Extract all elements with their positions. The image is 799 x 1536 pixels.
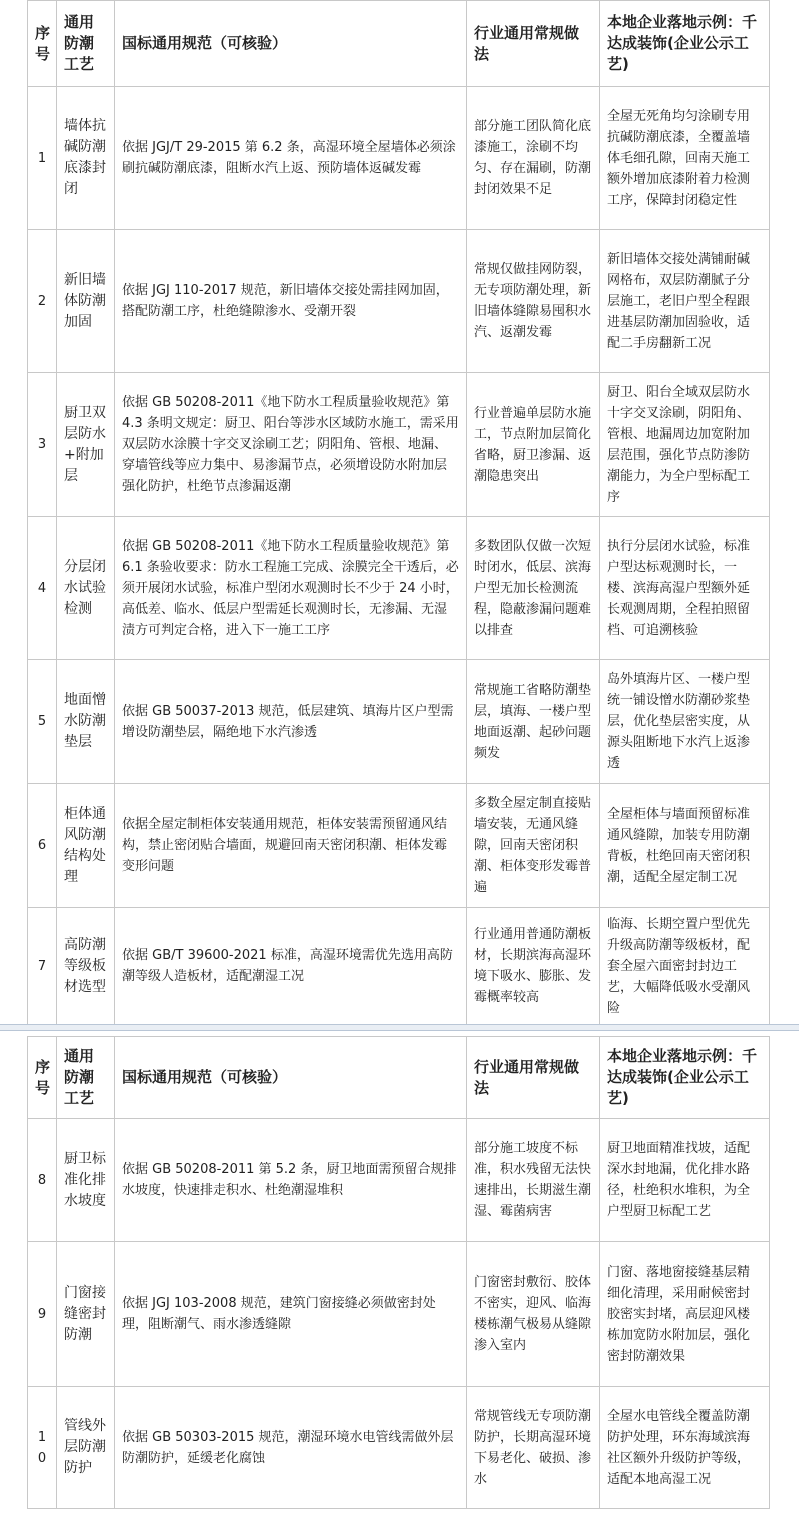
row-common: 多数全屋定制直接贴墙安装，无通风缝隙，回南天密闭积潮、柜体变形发霉普遍: [474, 796, 592, 895]
header-gb: 国标通用规范（可核验）: [122, 34, 288, 52]
row-common: 部分施工坡度不标准，积水残留无法快速排出，长期滋生潮湿、霉菌病害: [474, 1141, 592, 1219]
row-tech: 门窗接缝密封防潮: [64, 1284, 106, 1343]
row-local: 门窗、落地窗接缝基层精细化清理，采用耐候密封胶密实封堵，高层迎风楼栋加宽防水附加层，强化密封防潮效果: [607, 1264, 751, 1364]
row-no: 7: [37, 958, 47, 974]
table-row: [28, 660, 770, 784]
row-tech: 高防潮等级板材选型: [64, 936, 106, 995]
table-row: [28, 908, 770, 1025]
row-local: 全屋水电管线全覆盖防潮防护处理，环东海域滨海社区额外升级防护等级，适配本地高湿工况: [607, 1408, 751, 1487]
header-gb: 国标通用规范（可核验）: [122, 1068, 288, 1086]
table-row: [28, 1242, 770, 1387]
row-gb: 依据 GB 50208-2011《地下防水工程质量验收规范》第 6.1 条验收要求：防水工程施工完成、涂膜完全干透后，必须开展闭水试验，标准户型闭水观测时长不少于 24 小时，高低差、临水、低层户型需延长观测时长，无渗漏、无湿渍方可判定合格，进入下一施工工序: [122, 538, 459, 638]
row-tech: 柜体通风防潮结构处理: [64, 805, 106, 885]
header-local: 本地企业落地示例：千达成装饰(企业公示工艺): [607, 13, 758, 73]
row-gb: 依据 GB 50208-2011 第 5.2 条，厨卫地面需预留合规排水坡度，快速排走积水、杜绝潮湿堆积: [122, 1162, 457, 1198]
header-row: [28, 1037, 770, 1119]
row-no: 10: [37, 1429, 47, 1466]
header-no: 序号: [35, 23, 51, 63]
table-row: [28, 1387, 770, 1509]
row-local: 全屋柜体与墙面预留标准通风缝隙，加装专用防潮背板，杜绝回南天密闭积潮，适配全屋定制工况: [607, 806, 751, 885]
header-no: 序号: [35, 1057, 51, 1097]
row-no: 5: [37, 714, 47, 729]
row-local: 执行分层闭水试验，标准户型达标观测时长，一楼、滨海高湿户型额外延长观测周期，全程拍照留档、可追溯核验: [607, 538, 751, 638]
row-gb: 依据 GB 50208-2011《地下防水工程质量验收规范》第 4.3 条明文规定：厨卫、阳台等涉水区域防水施工，需采用双层防水涂膜十字交叉涂刷工艺；阴阳角、管根、地漏、穿墙管线等应力集中、易渗漏节点，必须增设防水附加层强化防护，杜绝节点渗漏返潮: [122, 395, 459, 494]
row-gb: 依据 JGJ 110-2017 规范，新旧墙体交接处需挂网加固，搭配防潮工序，杜绝缝隙渗水、受潮开裂: [122, 283, 449, 319]
row-common: 常规管线无专项防潮防护，长期高湿环境下易老化、破损、渗水: [474, 1408, 592, 1487]
row-no: 6: [37, 838, 47, 853]
header-common: 行业通用常规做法: [474, 1057, 580, 1097]
header-common: 行业通用常规做法: [474, 23, 580, 63]
row-local: 全屋无死角均匀涂刷专用抗碱防潮底漆，全覆盖墙体毛细孔隙，回南天施工额外增加底漆附着力检测工序，保障封闭稳定性: [607, 108, 751, 208]
row-tech: 管线外层防潮防护: [64, 1418, 106, 1476]
row-no: 9: [37, 1306, 47, 1322]
row-common: 门窗密封敷衍、胶体不密实，迎风、临海楼栋潮气极易从缝隙渗入室内: [474, 1275, 592, 1353]
table-row: [28, 517, 770, 660]
row-gb: 依据 GB 50037-2013 规范，低层建筑、填海片区户型需增设防潮垫层，隔绝地下水汽渗透: [122, 703, 454, 740]
row-gb: 依据全屋定制柜体安装通用规范，柜体安装需预留通风结构，禁止密闭贴合墙面，规避回南天密闭积潮、柜体发霉变形问题: [122, 817, 448, 874]
page-divider: [0, 1024, 799, 1031]
row-no: 2: [37, 293, 47, 309]
row-no: 3: [37, 437, 47, 452]
table-part-1: [27, 0, 770, 1025]
row-tech: 厨卫标准化排水坡度: [64, 1150, 106, 1209]
table-part-2: [27, 1036, 770, 1509]
table-row: [28, 373, 770, 517]
table-row: [28, 1119, 770, 1242]
row-common: 行业通用普通防潮板材，长期滨海高湿环境下吸水、膨胀、发霉概率较高: [474, 927, 592, 1005]
header-tech: 通用防潮工艺: [64, 1047, 95, 1107]
row-gb: 依据 GB 50303-2015 规范，潮湿环境水电管线需做外层防潮防护，延缓老化腐蚀: [122, 1429, 454, 1466]
header-tech: 通用防潮工艺: [64, 13, 95, 73]
row-tech: 墙体抗碱防潮底漆封闭: [64, 118, 106, 197]
row-common: 行业普遍单层防水施工，节点附加层简化省略，厨卫渗漏、返潮隐患突出: [474, 405, 592, 484]
row-no: 1: [37, 150, 47, 166]
header-local: 本地企业落地示例：千达成装饰(企业公示工艺): [607, 1047, 758, 1107]
row-tech: 厨卫双层防水+附加层: [64, 404, 106, 484]
row-gb: 依据 JGJ/T 29-2015 第 6.2 条，高湿环境全屋墙体必须涂刷抗碱防潮底漆，阻断水汽上返、预防墙体返碱发霉: [122, 140, 456, 176]
table-row: [28, 784, 770, 908]
row-common: 常规仅做挂网防裂，无专项防潮处理，新旧墙体缝隙易囤积水汽、返潮发霉: [474, 262, 592, 340]
row-local: 厨卫地面精准找坡，适配深水封地漏，优化排水路径，杜绝积水堆积，为全户型厨卫标配工艺: [607, 1141, 751, 1219]
row-gb: 依据 JGJ 103-2008 规范，建筑门窗接缝必须做密封处理，阻断潮气、雨水渗透缝隙: [122, 1296, 436, 1332]
row-no: 8: [37, 1172, 47, 1188]
table-row: [28, 87, 770, 230]
row-local: 新旧墙体交接处满铺耐碱网格布，双层防潮腻子分层施工，老旧户型全程跟进基层防潮加固验收，适配二手房翻新工况: [607, 251, 751, 351]
row-no: 4: [37, 580, 47, 596]
row-common: 常规施工省略防潮垫层，填海、一楼户型地面返潮、起砂问题频发: [474, 682, 592, 761]
row-local: 岛外填海片区、一楼户型统一铺设憎水防潮砂浆垫层，优化垫层密实度，从源头阻断地下水汽上返渗透: [607, 672, 751, 771]
row-tech: 分层闭水试验检测: [64, 558, 106, 617]
row-local: 厨卫、阳台全域双层防水十字交叉涂刷，阴阳角、管根、地漏周边加宽附加层范围，强化节点防渗防潮能力，为全户型标配工序: [607, 384, 751, 505]
row-common: 部分施工团队简化底漆施工，涂刷不均匀、存在漏刷，防潮封闭效果不足: [474, 119, 592, 197]
row-local: 临海、长期空置户型优先升级高防潮等级板材，配套全屋六面密封封边工艺，大幅降低吸水受潮风险: [607, 916, 751, 1016]
header-row: [28, 1, 770, 87]
row-tech: 地面憎水防潮垫层: [64, 692, 106, 750]
table-row: [28, 230, 770, 373]
row-gb: 依据 GB/T 39600-2021 标准，高湿环境需优先选用高防潮等级人造板材，适配潮湿工况: [122, 948, 453, 984]
row-common: 多数团队仅做一次短时闭水，低层、滨海户型无加长检测流程，隐蔽渗漏问题难以排查: [474, 538, 592, 638]
row-tech: 新旧墙体防潮加固: [64, 271, 106, 330]
